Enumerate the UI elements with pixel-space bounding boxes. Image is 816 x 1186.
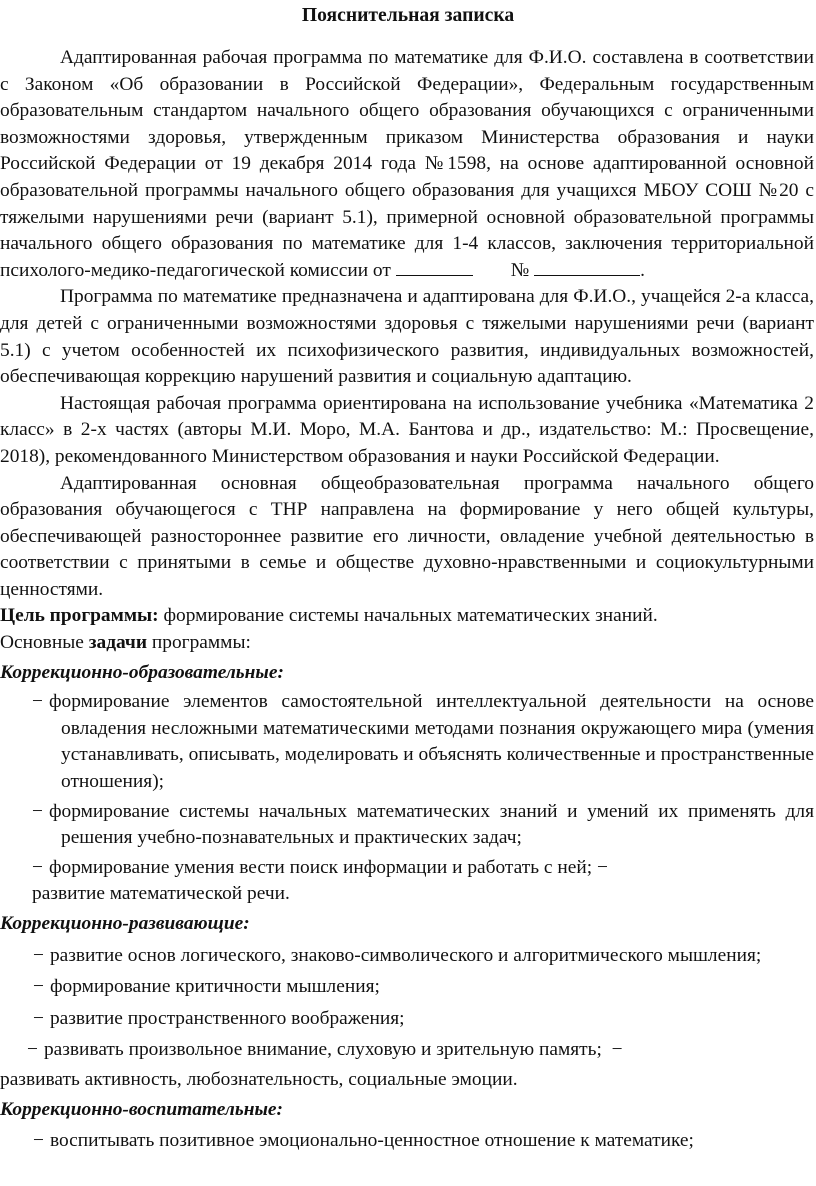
paragraph-program-direction: Адаптированная основная общеобразовательная программа начального общего образования обучающегося с ТНР направлена на формирование у него общей культуры, обеспечивающей разностороннее развитие его личности, овладение учебной деятельностью в соответствии с принятыми в семье и обществе духовно-нравственными и социокультурными ценностями. <box>0 472 814 600</box>
program-goal-text: формирование системы начальных математических знаний. <box>158 605 658 627</box>
dash-marker: − <box>33 1130 44 1152</box>
paragraph-program-purpose: Программа по математике предназначена и адаптирована для Ф.И.О., учащейся 2-а класса, для детей с ограниченными возможностями здоровья с тяжелыми нарушениями речи (вариант 5.1) с учетом особенностей их психофизического развития, индивидуальных возможностей, обеспечивающая коррекцию нарушений развития и социальную адаптацию. <box>0 286 814 388</box>
dash-marker: − <box>33 1007 44 1029</box>
program-tasks-suffix: программы: <box>147 632 251 654</box>
dash-marker: − <box>596 856 608 878</box>
dash-marker: − <box>32 800 43 822</box>
list-item <box>0 689 816 795</box>
program-tasks-prefix: Основные <box>0 632 89 654</box>
program-goal-label: Цель программы: <box>0 605 159 627</box>
section-heading-educational: Коррекционно-образовательные: <box>0 661 284 683</box>
list-item <box>0 1006 816 1033</box>
program-tasks <box>0 630 816 657</box>
list-item-text: формирование системы начальных математических знаний и умений их применять для решения учебно-познавательных и практических задач; <box>48 800 814 849</box>
list-item <box>0 974 816 1001</box>
section-heading-upbringing: Коррекционно-воспитательные: <box>0 1098 283 1120</box>
list-item <box>0 1037 816 1064</box>
paragraph-legal-basis <box>0 45 816 284</box>
program-goal <box>0 603 816 630</box>
list-item-text: формирование критичности мышления; <box>49 976 380 998</box>
list-item <box>0 855 816 882</box>
list-item-text: развивать произвольное внимание, слуховую и зрительную память; <box>43 1039 602 1061</box>
dash-marker: − <box>27 1039 38 1061</box>
list-item-text: развивать активность, любознательность, социальные эмоции. <box>0 1068 518 1090</box>
document-title: Пояснительная записка <box>301 5 515 26</box>
list-item <box>0 1067 816 1094</box>
dash-marker: − <box>32 691 43 713</box>
program-tasks-bold: задачи <box>88 632 148 654</box>
paragraph-legal-basis-text: Адаптированная рабочая программа по математике для Ф.И.О. составлена в соответствии с Законом «Об образовании в Российской Федерации», Федеральным государственным образовательным стандартом начального общего образования обучающихся с ограниченными возможностями здоровья, утвержденным приказом Министерства образования и науки Российской Федерации от 19 декабря 2014 года №1598, на основе адаптированной основной образовательной программы начального общего образования для учащихся МБОУ СОШ №20 с тяжелыми нарушениями речи (вариант 5.1), примерной основной образовательной программы начального общего образования по математике для 1-4 классов, заключения территориальной психолого-медико-педагогической комиссии от <box>0 47 814 281</box>
dash-marker: − <box>33 976 44 998</box>
list-item <box>0 881 816 908</box>
number-sign: № <box>510 259 530 281</box>
paragraph-end-period: . <box>640 259 645 281</box>
blank-date-field <box>396 258 473 276</box>
list-item-text: воспитывать позитивное эмоционально-ценностное отношение к математике; <box>49 1130 694 1152</box>
list-item-text: развитие математической речи. <box>32 883 290 905</box>
dash-marker: − <box>611 1039 623 1061</box>
section-heading-developmental: Коррекционно-развивающие: <box>0 913 250 934</box>
list-item-text: формирование умения вести поиск информации и работать с ней; <box>48 856 593 878</box>
dash-marker: − <box>32 856 43 878</box>
list-item <box>0 799 816 852</box>
list-item <box>0 943 816 970</box>
list-item-text: развитие основ логического, знаково-символического и алгоритмического мышления; <box>49 944 762 966</box>
dash-marker: − <box>33 944 44 966</box>
blank-number-field <box>534 258 640 276</box>
list-item <box>0 1128 816 1155</box>
list-item-text: развитие пространственного воображения; <box>49 1007 405 1029</box>
paragraph-textbook: Настоящая рабочая программа ориентирована на использование учебника «Математика 2 класс» в 2-х частях (авторы М.И. Моро, М.А. Бантова и др., издательство: М.: Просвещение, 2018), рекомендованного Министерством образования и науки Российской Федерации. <box>0 392 814 467</box>
list-item-text: формирование элементов самостоятельной интеллектуальной деятельности на основе овладения несложными математическими методами познания окружающего мира (умения устанавливать, описывать, моделировать и объяснять количественные и пространственные отношения); <box>48 691 814 793</box>
